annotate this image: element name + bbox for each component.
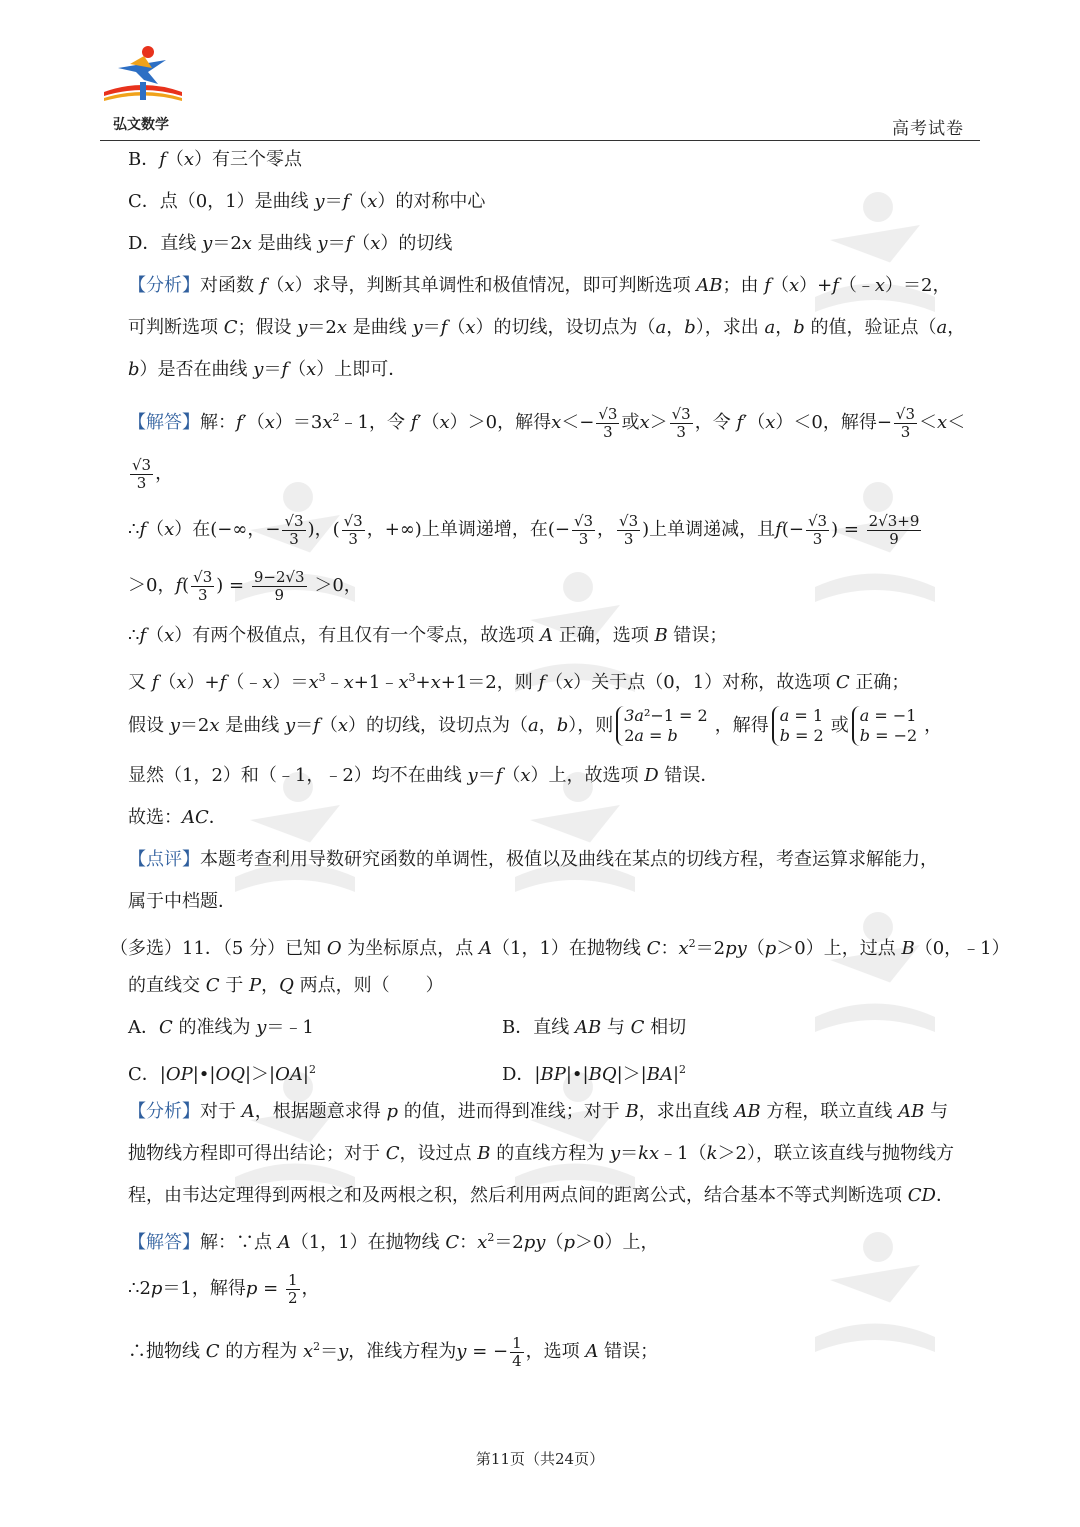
option-b: B．f（x）有三个零点 [128, 149, 303, 170]
solution-line-5: ∴f（x）有两个极值点，有且仅有一个零点，故选项 A 正确，选项 B 错误； [128, 625, 728, 646]
question-11-options-row-2 [128, 1052, 980, 1094]
document-type: 高考试卷 [892, 119, 964, 139]
analysis-line-3: b）是否在曲线 y＝f（x）上即可． [128, 359, 407, 380]
solution-line-7: 假设 y＝2x 是曲线 y＝f（x）的切线，设切点为（a，b），则 3a²−1 = 2 2a = b ，解得 a = 1 b = 2 或 a = −1 b = −2 ， [128, 706, 943, 745]
solution-line-2: $\frac{√3}{3}$ ， [132, 455, 174, 492]
comment-line-2: 属于中档题． [128, 891, 236, 912]
question-11-option-d: D．$|BP|•|BQ|>|BA|^2$ [502, 1063, 687, 1085]
q11-analysis-line-3: 程，由韦达定理得到两根之和及两根之积，然后利用两点间的距离公式，结合基本不等式判断选项 CD． [128, 1185, 954, 1206]
comment-line-1: 【点评】本题考查利用导数研究函数的单调性，极值以及曲线在某点的切线方程，考查运算求解能力， [128, 849, 938, 870]
option-c: C．点（0，1）是曲线 y＝f（x）的对称中心 [128, 191, 486, 212]
question-11-option-a: A．C 的准线为 y＝﹣1 [128, 1017, 314, 1038]
question-11-option-b: B．直线 AB 与 C 相切 [502, 1017, 687, 1038]
solution-line-1: 【解答】解：$f'(x)=3x^2﹣1$，令 f′（x）＞0，解得x＜− $\frac{√3}{3}$ 或x＞ $\frac{√3}{3}$ ，令 f′（x）＜0，解得− $\frac{√3}{3}$ ＜x＜ [128, 404, 966, 441]
page-header [100, 42, 980, 141]
solution-answer: 故选：AC． [128, 807, 227, 828]
solution-line-8: 显然（1，2）和（﹣1，﹣2）均不在曲线 y＝f（x）上，故选项 D 错误． [128, 765, 719, 786]
brand-logo-icon [100, 42, 186, 104]
brand-name: 弘文数学 [113, 117, 169, 133]
question-11-line-1: （多选）11．（5 分）已知 O 为坐标原点，点 A（1，1）在抛物线 C：$x^2=2py(p>0)$上，过点 B（0，﹣1） [110, 937, 1010, 959]
question-11-option-c: C．$|OP|•|OQ|>|OA|^2$ [128, 1063, 316, 1085]
solution-line-3: ∴f（x）在(−∞，− $\frac{√3}{3}$ )，( $\frac{√3}{3}$ ，+∞)上单调递增，在(− $\frac{√3}{3}$ ， $\frac{√3}{3}$ )上单调递减，且f(− $\frac{√3}{3}$ ) = $\frac{2√3+9}{9}$ [128, 511, 920, 548]
question-11-line-2: 的直线交 C 于 P，Q 两点，则（ ） [128, 975, 444, 996]
q11-solution-line-3: ∴抛物线 C 的方程为 $x^2=y$，准线方程为y = − $\frac{1}{4}$ ，选项 A 错误； [128, 1333, 659, 1370]
q11-solution-line-1: 【解答】解：∵点 A（1，1）在抛物线 C：$x^2=2py(p>0)$上， [128, 1231, 659, 1253]
q11-analysis-line-2: 抛物线方程即可得出结论；对于 C，设过点 B 的直线方程为 y＝kx﹣1（k＞2），联立该直线与抛物线方 [128, 1143, 954, 1164]
question-11-options-row-1 [128, 1010, 980, 1052]
analysis-line-2: 可判断选项 C；假设 y＝2x 是曲线 y＝f（x）的切线，设切点为（a，b），求出 a，b 的值，验证点（a， [128, 317, 966, 338]
analysis-line-1: 【分析】对函数 f（x）求导，判断其单调性和极值情况，即可判断选项 AB；由 f（x）+f（﹣x）＝2， [128, 275, 951, 296]
option-d: D．直线 y＝2x 是曲线 y＝f（x）的切线 [128, 233, 453, 254]
page-content [110, 142, 1010, 1378]
solution-line-6: 又 $f(x)+f(﹣x)=x^3﹣x+1﹣x^3+x+1=2$，则 f（x）关于点（0，1）对称，故选项 C 正确； [128, 671, 910, 693]
q11-analysis-line-1: 【分析】对于 A，根据题意求得 p 的值，进而得到准线；对于 B，求出直线 AB 方程，联立直线 AB 与 [128, 1101, 949, 1122]
solution-line-4: ＞0，f( $\frac{√3}{3}$ ) = $\frac{9-2√3}{9}$ ＞0， [128, 567, 362, 604]
page-footer: 第11页（共24页） [475, 1450, 605, 1468]
q11-solution-line-2: ∴2p＝1，解得p = $\frac{1}{2}$ ， [128, 1270, 320, 1307]
